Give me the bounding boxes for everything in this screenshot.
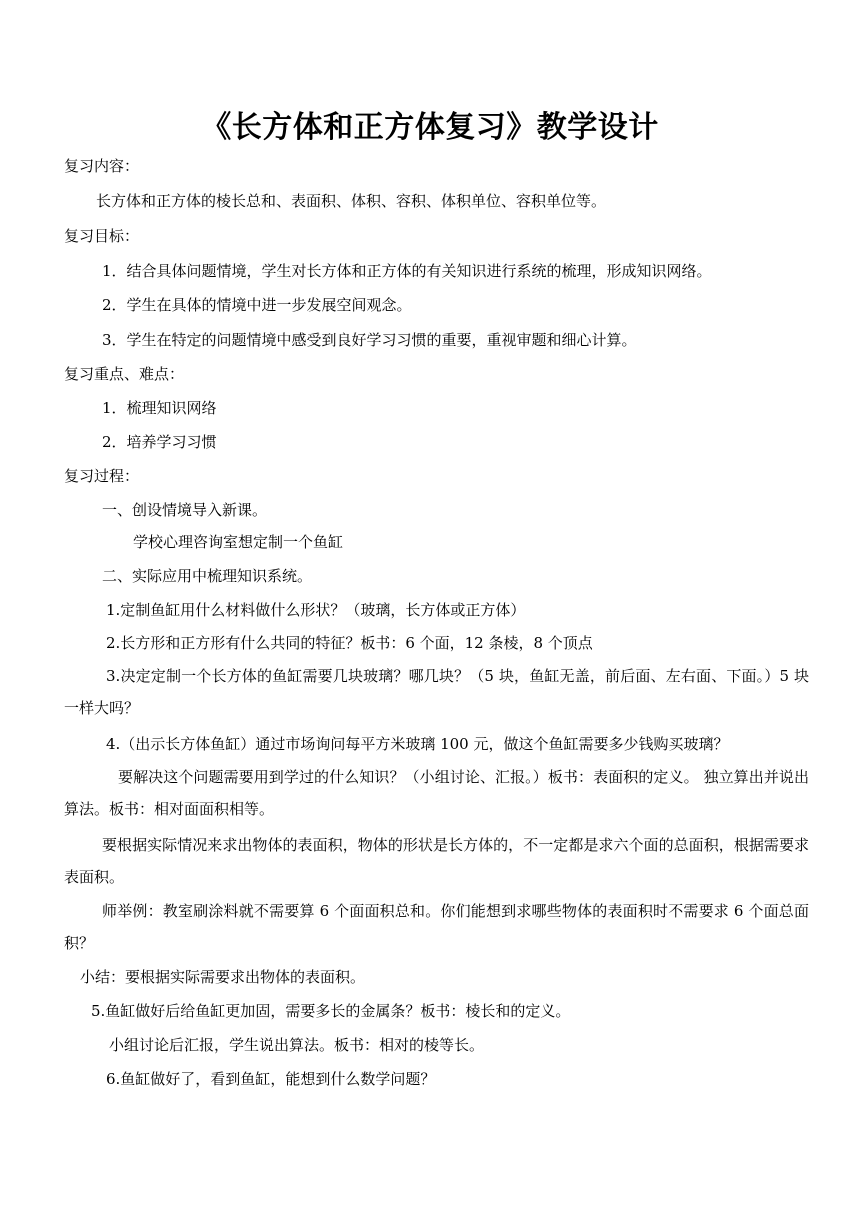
paragraph: 要根据实际情况来求出物体的表面积，物体的形状是长方体的，不一定都是求六个面的总面积，根据需要求表面积。 (64, 836, 809, 886)
paragraph: 小组讨论后汇报，学生说出算法。板书：相对的棱等长。 (109, 1036, 485, 1054)
process-item: 1.定制鱼缸用什么材料做什么形状？（玻璃，长方体或正方体） (106, 601, 526, 619)
heading-key-points: 复习重点、难点： (64, 365, 185, 383)
process-item: 5.鱼缸做好后给鱼缸更加固，需要多长的金属条？板书：棱长和的定义。 (91, 1002, 571, 1020)
heading-review-goals: 复习目标： (64, 227, 140, 245)
paragraph: 长方体和正方体的棱长总和、表面积、体积、容积、体积单位、容积单位等。 (96, 192, 607, 210)
key-point-item: 2．培养学习习惯 (102, 433, 217, 451)
paragraph: 要解决这个问题需要用到学过的什么知识？（小组讨论、汇报。）板书：表面积的定义。 独立算出并说出算法。板书：相对面面积相等。 (64, 768, 809, 818)
paragraph: 学校心理咨询室想定制一个鱼缸 (133, 533, 344, 551)
section-heading: 一、创设情境导入新课。 (102, 501, 268, 519)
heading-review-content: 复习内容： (64, 157, 140, 175)
process-item: 4.（出示长方体鱼缸）通过市场询问每平方米玻璃 100 元，做这个鱼缸需要多少钱购买玻璃？ (106, 735, 729, 753)
goal-item: 2．学生在具体的情境中进一步发展空间观念。 (102, 296, 412, 314)
process-item: 6.鱼缸做好了，看到鱼缸，能想到什么数学问题？ (106, 1070, 436, 1088)
section-heading: 二、实际应用中梳理知识系统。 (102, 567, 313, 585)
goal-item: 1．结合具体问题情境，学生对长方体和正方体的有关知识进行系统的梳理，形成知识网络。 (102, 262, 712, 280)
summary: 小结：要根据实际需要求出物体的表面积。 (80, 968, 366, 986)
document-title: 《长方体和正方体复习》教学设计 (201, 110, 659, 145)
process-item: 2.长方形和正方形有什么共同的特征？板书：6 个面，12 条棱，8 个顶点 (106, 634, 593, 652)
heading-review-process: 复习过程： (64, 467, 140, 485)
process-item: 3.决定定制一个长方体的鱼缸需要几块玻璃？哪几块？（5 块，鱼缸无盖，前后面、左右面、下面。）5 块一样大吗？ (64, 667, 809, 717)
key-point-item: 1．梳理知识网络 (102, 399, 217, 417)
goal-item: 3．学生在特定的问题情境中感受到良好学习习惯的重要，重视审题和细心计算。 (102, 331, 637, 349)
paragraph: 师举例：教室刷涂料就不需要算 6 个面面积总和。你们能想到求哪些物体的表面积时不需要求 6 个面总面积？ (64, 902, 809, 952)
